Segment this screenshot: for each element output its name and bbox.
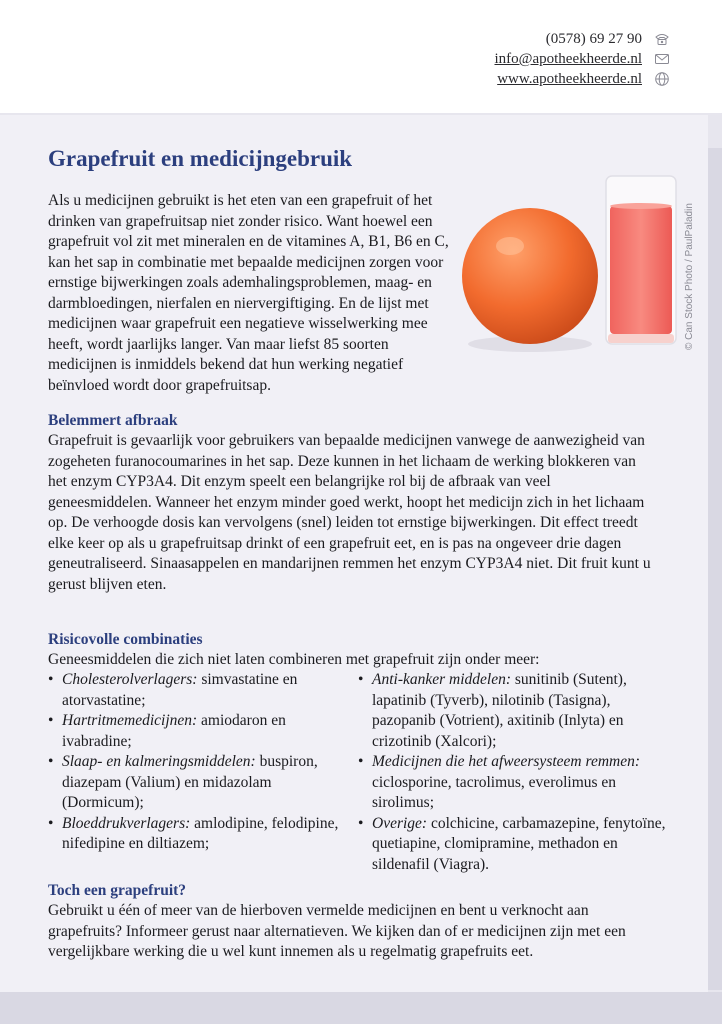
medication-list-right xyxy=(358,670,670,875)
contact-website-row xyxy=(494,69,670,89)
page-edge-strip xyxy=(708,148,722,990)
email-link[interactable]: info@apotheekheerde.nl xyxy=(494,51,642,67)
medication-list-left xyxy=(48,670,350,855)
intro-paragraph: Als u medicijnen gebruikt is het eten van een grapefruit of het drinken van grapefruitsap niet zonder risico. Want hoewel een grapefruit vol zit met mineralen en de vitamines A, B1, B6 en C, kan het sap in combinatie met bepaalde medicijnen zorgen voor ernstige bijwerkingen zoals ademhalingsproblemen, maag- en darmbloedingen, nierfalen en niervergiftiging. En de lijst met medicijnen waar grapefruit een negatieve wisselwerking mee heeft, wordt jaarlijks langer. Van maar liefst 85 soorten medicijnen is inmiddels bekend dat hun werking negatief beïnvloed wordt door grapefruitsap. xyxy=(48,191,648,396)
list-item: • Overige: colchicine, carbamazepine, fenytoïne, quetiapine, clomipramine, methadon en sildenafil (Viagra). xyxy=(358,814,670,876)
globe-icon xyxy=(654,71,670,87)
list-item: • Cholesterolverlagers: simvastatine en atorvastatine; xyxy=(48,670,350,711)
phone-number: (0578) 69 27 90 xyxy=(545,31,642,47)
section-lead-risicovolle-combinaties: Geneesmiddelen die zich niet laten combineren met grapefruit zijn onder meer: xyxy=(48,651,540,668)
contact-email-row xyxy=(494,49,670,69)
envelope-icon xyxy=(654,51,670,67)
section-heading-toch-een-grapefruit: Toch een grapefruit? xyxy=(48,882,187,899)
photo-wrap-space xyxy=(452,191,648,359)
page-header xyxy=(0,0,722,113)
article-title: Grapefruit en medicijngebruik xyxy=(48,146,353,171)
website-link[interactable]: www.apotheekheerde.nl xyxy=(497,71,642,87)
list-item: • Anti-kanker middelen: sunitinib (Sutent), lapatinib (Tyverb), nilotinib (Tasigna), pazopanib (Votrient), axitinib (Inlyta) en crizotinib (Xalcori); xyxy=(358,670,670,752)
list-item: • Hartritmemedicijnen: amiodaron en ivabradine; xyxy=(48,711,350,752)
contact-block xyxy=(494,29,670,89)
section-heading-risicovolle-combinaties: Risicovolle combinaties xyxy=(48,631,203,648)
section-text-toch-een-grapefruit: Gebruikt u één of meer van de hierboven vermelde medicijnen en bent u verknocht aan grapefruits? Informeer gerust naar alternatieven. We kijken dan of er medicijnen zijn met een vergelijkbare werking die u wel kunt innemen als u regelmatig grapefruits eet. xyxy=(48,902,626,960)
photo-credit: © Can Stock Photo / PaulPaladin xyxy=(684,203,695,350)
contact-phone-row xyxy=(494,29,670,49)
list-item: • Bloeddrukverlagers: amlodipine, felodipine, nifedipine en diltiazem; xyxy=(48,814,350,855)
list-item: • Slaap- en kalmeringsmiddelen: buspiron, diazepam (Valium) en midazolam (Dormicum); xyxy=(48,752,350,814)
section-text-belemmert-afbraak: Grapefruit is gevaarlijk voor gebruikers van bepaalde medicijnen vanwege de aanwezigheid van zogeheten furanocoumarines in het sap. Deze kunnen in het lichaam de werking blokkeren van het enzym CYP3A4. Dit enzym speelt een belangrijke rol bij de afbraak van veel geneesmiddelen. Wanneer het enzym minder goed werkt, hoopt het medicijn zich in het lichaam op. De verhoogde dosis kan vervolgens (snel) leiden tot ernstige bijwerkingen. Dit effect treedt elke keer op als u grapefruitsap drinkt of een grapefruit eet, en is pas na ongeveer drie dagen geneutraliseerd. Sinaasappelen en mandarijnen remmen het enzym CYP3A4 niet. Dit fruit kunt u gerust blijven eten. xyxy=(48,432,651,593)
bottom-band xyxy=(0,992,722,1024)
list-item: • Medicijnen die het afweersysteem remmen: ciclosporine, tacrolimus, everolimus en sirolimus; xyxy=(358,752,670,814)
section-heading-belemmert-afbraak: Belemmert afbraak xyxy=(48,412,178,429)
phone-icon xyxy=(654,31,670,47)
